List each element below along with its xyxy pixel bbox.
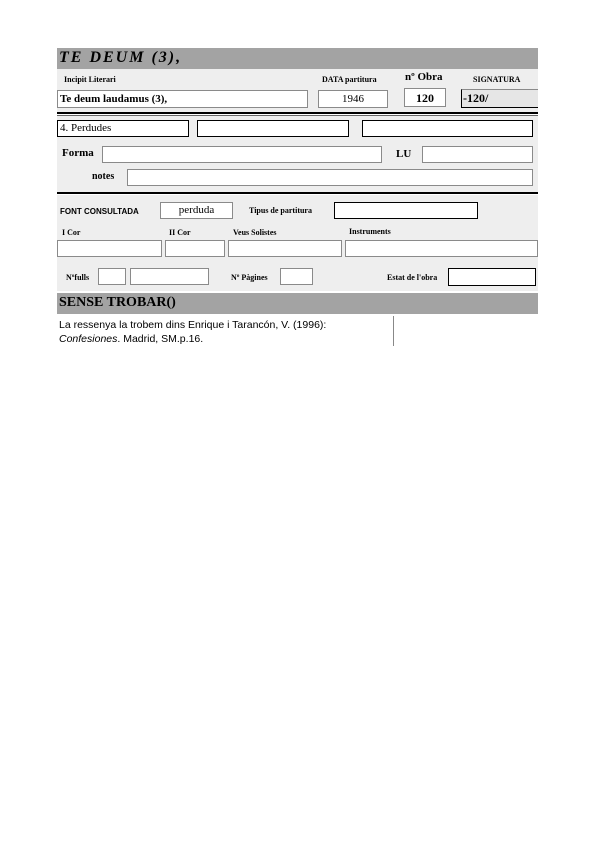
notes-field[interactable] xyxy=(127,169,533,186)
tipus-partitura-label: Tipus de partitura xyxy=(249,206,312,215)
i-cor-label: I Cor xyxy=(62,228,81,237)
nfulls-field[interactable] xyxy=(98,268,126,285)
nfulls-field-2[interactable] xyxy=(130,268,209,285)
npagines-label: Nº Pàgines xyxy=(231,273,268,282)
font-consultada-field[interactable] xyxy=(160,202,233,219)
notes-label: notes xyxy=(92,171,115,182)
page-title: TE DEUM (3), xyxy=(59,49,183,66)
instruments-field[interactable] xyxy=(345,240,538,257)
veus-solistes-label: Veus Solistes xyxy=(233,228,277,237)
category-field[interactable] xyxy=(57,120,189,137)
estat-obra-label: Estat de l'obra xyxy=(387,273,438,282)
font-consultada-label: FONT CONSULTADA xyxy=(60,207,139,216)
lu-label: LU xyxy=(396,148,412,160)
nobra-field[interactable] xyxy=(404,88,446,107)
forma-label: Forma xyxy=(62,147,94,159)
reference-note-rest: . Madrid, SM.p.16. xyxy=(117,333,204,345)
incipit-value: Te deum laudamus (3), xyxy=(60,93,168,105)
signatura-value: -120/ xyxy=(463,91,489,105)
incipit-field[interactable] xyxy=(57,90,308,108)
signatura-field[interactable] xyxy=(461,89,538,108)
i-cor-field[interactable] xyxy=(57,240,162,257)
incipit-label: Incipit Literari xyxy=(64,75,116,84)
reference-note xyxy=(59,318,389,346)
forma-field[interactable] xyxy=(102,146,382,163)
column-divider xyxy=(393,316,394,346)
ii-cor-label: II Cor xyxy=(169,228,191,237)
nobra-label: nº Obra xyxy=(405,71,443,83)
separator-rule-2 xyxy=(57,192,538,194)
lu-field[interactable] xyxy=(422,146,533,163)
tipus-partitura-field[interactable] xyxy=(334,202,478,219)
category-field-2[interactable] xyxy=(197,120,349,137)
reference-book-title: Confesiones xyxy=(59,333,118,345)
npagines-field[interactable] xyxy=(280,268,313,285)
veus-solistes-field[interactable] xyxy=(228,240,342,257)
estat-obra-field[interactable] xyxy=(448,268,536,286)
nobra-value: 120 xyxy=(416,91,434,105)
data-label: DATA partitura xyxy=(322,75,377,84)
status-title: SENSE TROBAR() xyxy=(59,295,176,310)
ii-cor-field[interactable] xyxy=(165,240,225,257)
reference-note-line-1: La ressenya la trobem dins Enrique i Tarancón, V. (1996): xyxy=(59,319,327,331)
signatura-label: SIGNATURA xyxy=(473,75,521,84)
category-value: 4. Perdudes xyxy=(60,122,112,134)
reference-note-line-2 xyxy=(59,332,389,346)
category-field-3[interactable] xyxy=(362,120,533,137)
separator-rule xyxy=(57,112,538,114)
nfulls-label: Nºfulls xyxy=(66,273,90,282)
data-field[interactable] xyxy=(318,90,388,108)
data-value: 1946 xyxy=(342,93,364,105)
instruments-label: Instruments xyxy=(349,227,391,236)
font-consultada-value: perduda xyxy=(178,204,215,216)
